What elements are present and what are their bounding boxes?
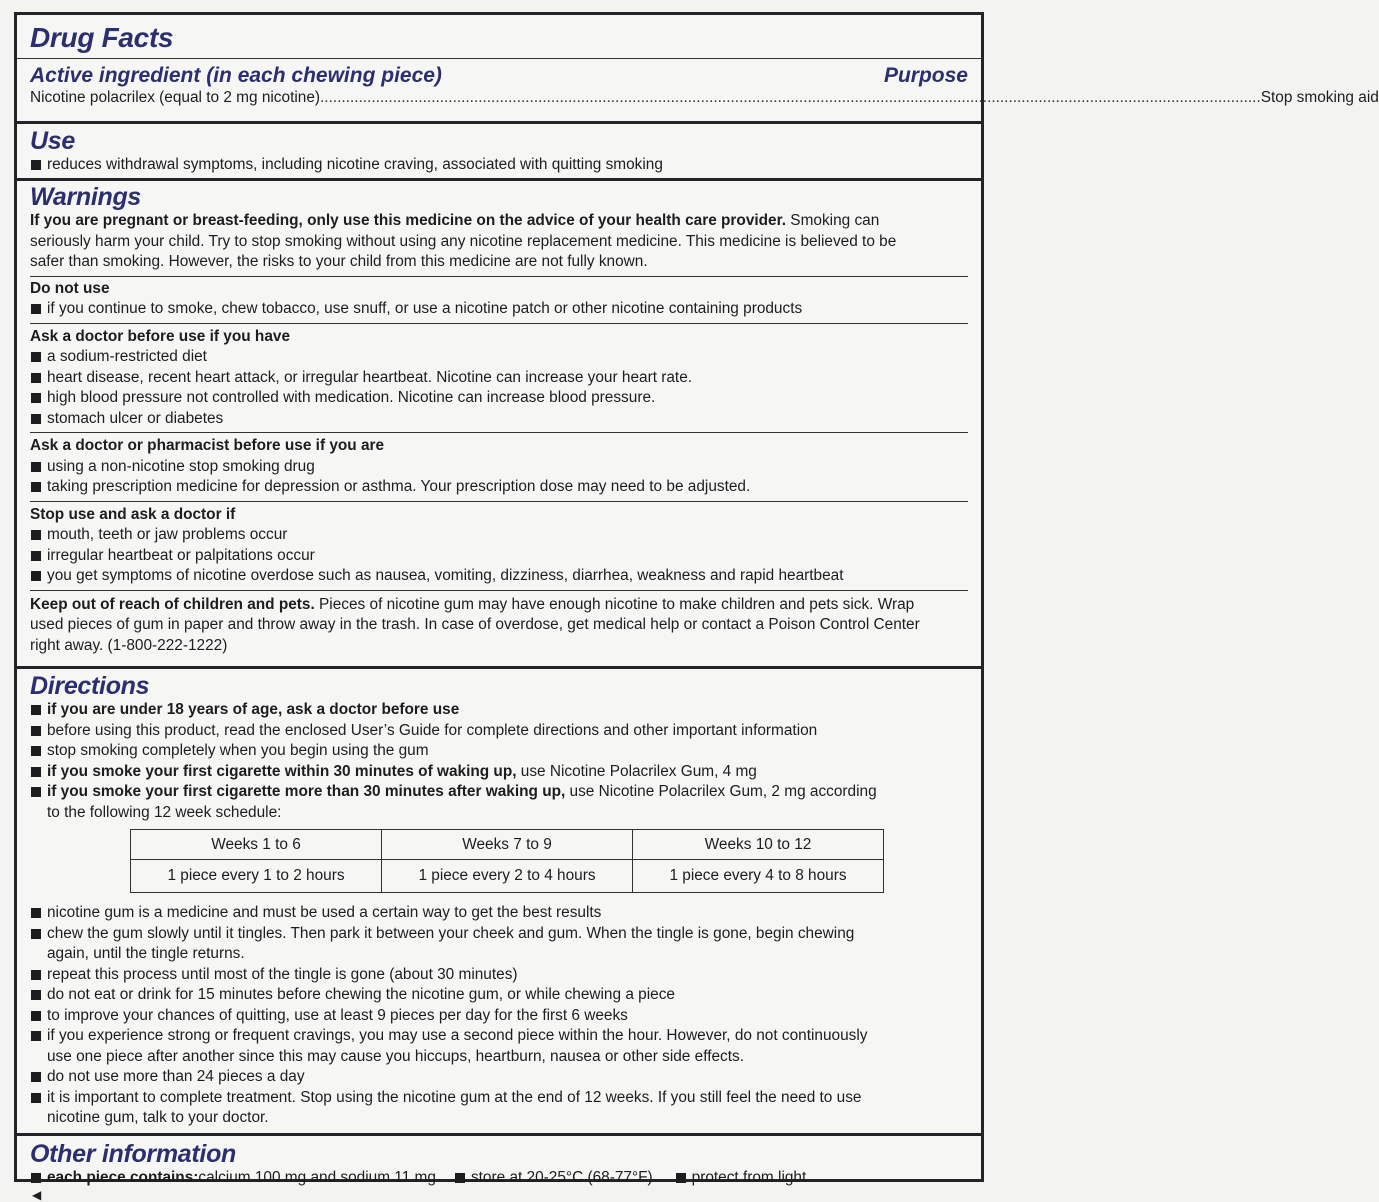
list-item: taking prescription medicine for depression or asthma. Your prescription dose may need to be adjusted. — [30, 477, 968, 498]
do-not-use-block — [30, 277, 968, 323]
list-item: nicotine gum is a medicine and must be used a certain way to get the best results — [30, 903, 968, 924]
list-item: chew the gum slowly until it tingles. Then park it between your cheek and gum. When the tingle is gone, begin chewing again, until the tingle returns. — [30, 924, 968, 965]
ask-doctor-block — [30, 324, 968, 433]
table-row — [131, 860, 884, 893]
list-item: it is important to complete treatment. Stop using the nicotine gum at the end of 12 weeks. If you still feel the need to use nicotine gum, talk to your doctor. — [30, 1088, 968, 1129]
drug-facts-title: Drug Facts — [30, 22, 174, 53]
bullet-square-icon — [455, 1173, 465, 1183]
bullet-square-icon — [676, 1173, 686, 1183]
bullet-square-icon — [31, 1031, 41, 1041]
list-item: high blood pressure not controlled with medication. Nicotine can increase blood pressure. — [30, 388, 968, 409]
list-item: do not eat or drink for 15 minutes before chewing the nicotine gum, or while chewing a piece — [30, 985, 968, 1006]
keep-out-of-reach: Keep out of reach of children and pets. Pieces of nicotine gum may have enough nicotine to make children and pets sick. Wrap used pieces of gum in paper and throw away in the trash. In case of overdose, get medical help or contact a Poison Control Center right away. (1-800-222-1222) — [30, 595, 920, 654]
bullet-square-icon — [31, 990, 41, 1000]
list-item: if you are under 18 years of age, ask a doctor before use — [30, 700, 968, 721]
table-header-cell: Weeks 10 to 12 — [633, 830, 884, 860]
warnings-section — [17, 183, 981, 669]
list-item: before using this product, read the enclosed User’s Guide for complete directions and other important information — [30, 721, 968, 742]
bullet-square-icon — [31, 482, 41, 492]
bullet-square-icon — [31, 787, 41, 797]
stop-use-heading: Stop use and ask a doctor if — [30, 505, 236, 523]
bullet-square-icon — [31, 551, 41, 561]
do-not-use-heading: Do not use — [30, 279, 110, 297]
active-ingredient-heading: Active ingredient (in each chewing piece) — [30, 64, 442, 87]
bullet-square-icon — [31, 746, 41, 756]
bullet-square-icon — [31, 393, 41, 403]
list-item: a sodium-restricted diet — [30, 347, 968, 368]
bullet-square-icon — [31, 1011, 41, 1021]
list-item: stop smoking completely when you begin using the gum — [30, 741, 968, 762]
bullet-square-icon — [31, 1173, 41, 1183]
use-heading: Use — [30, 127, 75, 155]
purpose-value: Stop smoking aid — [1260, 89, 1379, 106]
bullet-square-icon — [31, 160, 41, 170]
directions-heading: Directions — [30, 672, 150, 700]
bullet-square-icon — [31, 726, 41, 736]
bullet-square-icon — [31, 908, 41, 918]
ask-pharmacist-block — [30, 433, 968, 501]
list-item: if you smoke your first cigarette more than 30 minutes after waking up, use Nicotine Polacrilex Gum, 2 mg according to the following 12 week schedule: — [30, 782, 968, 823]
protect-item: protect from light — [675, 1168, 807, 1188]
bullet-square-icon — [31, 1072, 41, 1082]
table-row — [131, 830, 884, 860]
dot-leader: ............................................................................................................................................................................................................................ — [320, 89, 1261, 106]
active-ingredient-section — [17, 21, 1379, 124]
list-item: you get symptoms of nicotine overdose such as nausea, vomiting, dizziness, diarrhea, weakness and rapid heartbeat — [30, 566, 968, 587]
directions-after-list — [30, 903, 968, 1129]
other-information-heading: Other information — [30, 1140, 237, 1168]
bullet-square-icon — [31, 304, 41, 314]
warnings-heading: Warnings — [30, 183, 142, 211]
ask-doctor-heading: Ask a doctor before use if you have — [30, 327, 291, 345]
drug-facts-panel — [14, 12, 1379, 1202]
list-item: irregular heartbeat or palpitations occur — [30, 546, 968, 567]
list-item: using a non-nicotine stop smoking drug — [30, 457, 968, 478]
bullet-square-icon — [31, 767, 41, 777]
table-header-cell: Weeks 1 to 6 — [131, 830, 382, 860]
list-item: repeat this process until most of the tingle is gone (about 30 minutes) — [30, 965, 968, 986]
list-item: if you continue to smoke, chew tobacco, use snuff, or use a nicotine patch or other nicotine containing products — [30, 299, 968, 320]
other-information-row — [30, 1168, 968, 1188]
other-information-section — [17, 1140, 981, 1200]
active-ingredient-name: Nicotine polacrilex (equal to 2 mg nicotine) — [30, 89, 321, 106]
bullet-square-icon — [31, 414, 41, 424]
bullet-square-icon — [31, 929, 41, 939]
use-section — [17, 127, 981, 181]
stop-use-block — [30, 502, 968, 590]
list-item: do not use more than 24 pieces a day — [30, 1067, 968, 1088]
use-item: reduces withdrawal symptoms, including nicotine craving, associated with quitting smoking — [30, 155, 968, 176]
list-item: to improve your chances of quitting, use at least 9 pieces per day for the first 6 weeks — [30, 1006, 968, 1027]
table-cell: 1 piece every 1 to 2 hours — [131, 860, 382, 893]
bullet-square-icon — [31, 373, 41, 383]
bullet-square-icon — [31, 352, 41, 362]
bullet-square-icon — [31, 571, 41, 581]
pregnancy-warning: If you are pregnant or breast-feeding, only use this medicine on the advice of your health care provider. Smoking can seriously harm your child. Try to stop smoking without using any nicotine replacement medicine. This medicine is believed to be safer than smoking. However, the risks to your child from this medicine are not fully known. — [30, 212, 897, 270]
list-item: heart disease, recent heart attack, or irregular heartbeat. Nicotine can increase your heart rate. — [30, 368, 968, 389]
table-cell: 1 piece every 4 to 8 hours — [633, 860, 884, 893]
contains-item: each piece contains: calcium 100 mg and sodium 11 mg — [30, 1168, 436, 1188]
bullet-square-icon — [31, 1093, 41, 1103]
list-item: if you experience strong or frequent cravings, you may use a second piece within the hour. However, do not continuously use one piece after another since this may cause you hiccups, heartburn, nausea or other side effects. — [30, 1026, 968, 1067]
list-item: mouth, teeth or jaw problems occur — [30, 525, 968, 546]
table-cell: 1 piece every 2 to 4 hours — [382, 860, 633, 893]
table-header-cell: Weeks 7 to 9 — [382, 830, 633, 860]
continued-arrow-icon: ◀ — [32, 1188, 42, 1202]
storage-item: store at 20-25°C (68-77°F) — [454, 1168, 653, 1188]
list-item: stomach ulcer or diabetes — [30, 409, 968, 430]
dosing-schedule-table — [130, 829, 884, 893]
bullet-square-icon — [31, 530, 41, 540]
bullet-square-icon — [31, 462, 41, 472]
bullet-square-icon — [31, 970, 41, 980]
ask-pharmacist-heading: Ask a doctor or pharmacist before use if you are — [30, 437, 385, 454]
directions-section — [17, 672, 981, 1136]
list-item: if you smoke your first cigarette within 30 minutes of waking up, use Nicotine Polacrilex Gum, 4 mg — [30, 762, 968, 783]
bullet-square-icon — [31, 705, 41, 715]
purpose-heading: Purpose — [883, 64, 968, 87]
